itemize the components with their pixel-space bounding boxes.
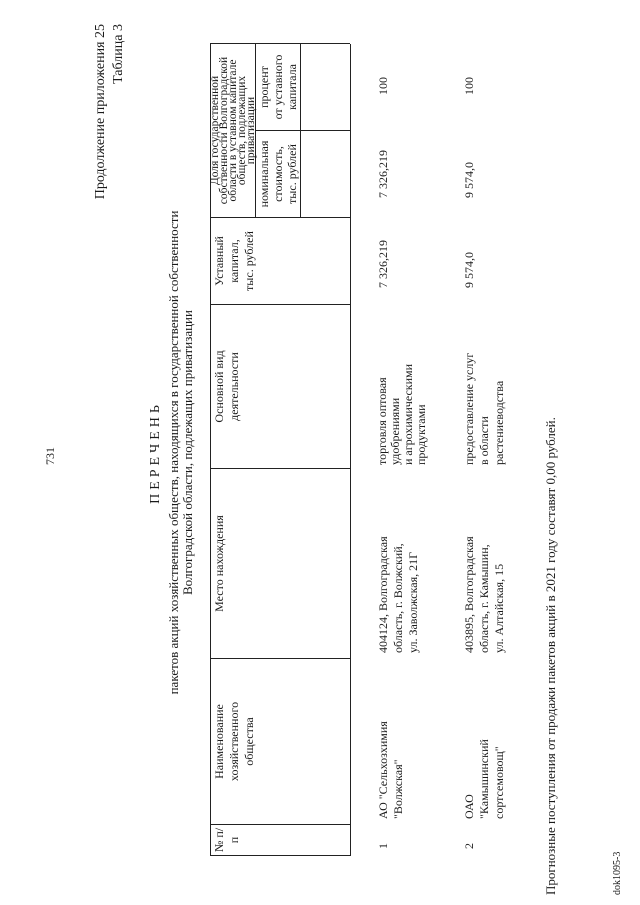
row1-capital: 7 326,219: [376, 240, 390, 288]
row2-name: [462, 739, 507, 819]
col-header-name-line: Наименование: [212, 704, 226, 779]
row2-name-line: сортсемовощ": [492, 746, 506, 819]
col-header-share-line: собственности Волгоградской: [218, 56, 230, 205]
row2-activity-line: предоставление услуг: [462, 352, 476, 465]
forecast-footnote: Прогнозные поступления от продажи пакетов акций в 2021 году составят 0,00 рублей.: [543, 417, 558, 895]
col-header-percent: [257, 44, 299, 130]
row1-activity-line: торговля оптовая: [375, 377, 389, 465]
row1-location: [376, 536, 421, 653]
col-header-share-line: Доля государственной: [209, 75, 221, 186]
col-header-activity-line: деятельности: [227, 352, 241, 421]
row2-location-line: область, г. Камышин,: [477, 544, 491, 653]
row1-name-line: "Волжская": [391, 759, 405, 819]
document-code: dok1095-3: [612, 851, 623, 895]
table-label: Таблица 3: [111, 24, 126, 84]
row2-activity-line: в области: [477, 416, 491, 465]
row1-activity-line: и агрохимическими: [401, 363, 415, 465]
document-heading: ПЕРЕЧЕНЬ: [148, 401, 163, 504]
row1-name-line: АО "Сельхозхимия: [376, 721, 390, 819]
document-subtitle-line2: Волгоградской области, подлежащих приватизации: [180, 310, 195, 595]
row1-activity-line: продуктами: [414, 404, 428, 465]
row2-capital: 9 574,0: [462, 252, 476, 288]
row2-name-line: "Камышинский: [477, 739, 491, 819]
row2-location-line: 403895, Волгоградская: [462, 536, 476, 653]
col-header-percent-line: от уставного: [271, 54, 285, 120]
col-header-num: [212, 825, 242, 855]
col-header-name-line: общества: [242, 717, 256, 766]
page-number: 731: [43, 447, 57, 465]
row1-percent: 100: [376, 77, 390, 95]
col-header-num-text: № п/п: [212, 827, 241, 853]
col-header-share-line: приватизации: [245, 96, 257, 165]
row2-num: 2: [462, 843, 476, 849]
col-header-capital-line: тыс. рублей: [242, 231, 256, 291]
col-header-share-line: обществ, подлежащих: [236, 75, 248, 186]
col-header-nominal-line: тыс. рублей: [285, 144, 299, 204]
col-header-location-text: Место нахождения: [212, 515, 226, 612]
col-header-nominal: [257, 131, 299, 217]
row2-activity: [462, 353, 507, 465]
row1-activity: [376, 364, 428, 465]
col-header-activity-line: Основной вид: [212, 350, 226, 423]
col-header-name-line: хозяйственного: [227, 701, 241, 782]
col-header-percent-line: процент: [257, 66, 271, 108]
col-header-nominal-line: номинальная: [257, 140, 271, 208]
col-header-percent-line: капитала: [285, 64, 299, 110]
row2-location-line: ул. Алтайская, 15: [492, 563, 506, 653]
col-header-share-line: области в уставном капитале: [227, 59, 239, 202]
row2-location: [462, 536, 507, 653]
col-header-name: [212, 659, 257, 824]
col-header-capital: [212, 218, 257, 304]
col-header-activity: [212, 305, 242, 468]
row2-nominal: 9 574,0: [462, 162, 476, 198]
document-subtitle-line1: пакетов акций хозяйственных обществ, находящихся в государственной собственности: [166, 210, 181, 695]
col-header-nominal-line: стоимость,: [271, 146, 285, 202]
row1-location-line: ул. Заволжская, 21Г: [406, 551, 420, 653]
row1-num: 1: [376, 843, 390, 849]
col-header-capital-line: капитал,: [227, 239, 241, 283]
col-header-share-group: [211, 44, 256, 217]
row2-percent: 100: [462, 77, 476, 95]
row1-location-line: область, г. Волжский,: [391, 543, 405, 653]
col-header-capital-line: Уставный: [212, 236, 226, 286]
row1-name: [376, 721, 406, 819]
row2-activity-line: растениеводства: [492, 380, 506, 465]
row1-nominal: 7 326,219: [376, 150, 390, 198]
row2-name-line: ОАО: [462, 794, 476, 819]
row1-location-line: 404124, Волгоградская: [376, 536, 390, 653]
appendix-continuation: Продолжение приложения 25: [93, 24, 108, 200]
col-header-location: [212, 469, 227, 658]
row1-activity-line: удобрениями: [388, 397, 402, 465]
